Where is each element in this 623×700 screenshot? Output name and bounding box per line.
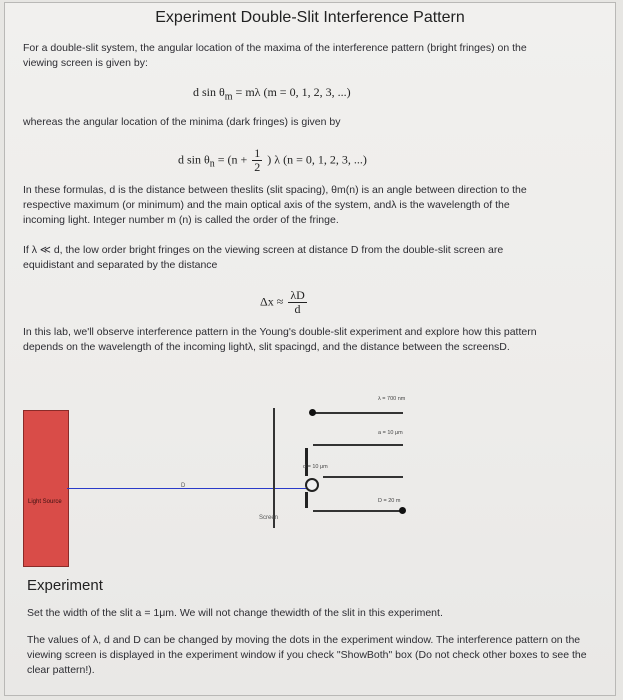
- viewing-screen: [273, 408, 275, 528]
- light-beam: [67, 488, 307, 489]
- eq-minima-condition: (n = 0, 1, 2, 3, ...): [283, 152, 367, 167]
- experiment-paragraph-2: The values of λ, d and D can be changed by moving the dots in the experiment window. The interference pattern on the viewing screen is displayed in the experiment window if you check "ShowBoth" box (Do not check other boxes to see the clear pattern!).: [27, 634, 587, 676]
- slit-width-label: a = 10 μm: [378, 430, 403, 436]
- document-page: [4, 2, 616, 696]
- minima-paragraph: whereas the angular location of the minima (dark fringes) is given by: [23, 116, 341, 128]
- formula-paragraph: In these formulas, d is the distance between theslits (slit spacing), θm(n) is an angle between direction to the respective maximum (or minimum) and the main optical axis of the system, andλ is the wavelength of the incoming light. Integer number m (n) is called the order of the fringe.: [23, 184, 527, 226]
- wavelength-label: λ = 700 nm: [378, 396, 406, 402]
- screen-distance-slider-dot[interactable]: [399, 507, 406, 514]
- experiment-paragraph-1: Set the width of the slit a = 1μm. We will not change thewidth of the slit in this experiment.: [27, 607, 443, 619]
- eq-maxima-sub: m: [224, 91, 233, 103]
- screen-label: Screen: [259, 515, 279, 521]
- lab-paragraph: In this lab, we'll observe interference pattern in the Young's double-slit experiment and explore how this pattern depends on the wavelength of the incoming lightλ, slit spacingd, and the distance between the screensD.: [23, 326, 537, 353]
- eq-maxima-lhs: d sin θ: [193, 85, 225, 99]
- eq-spacing-frac: [288, 289, 306, 316]
- screen-distance-slider-track: [313, 510, 403, 512]
- experiment-heading: Experiment: [27, 577, 103, 594]
- spacing-num: λD: [290, 288, 305, 302]
- eq-spacing-lhs: Δx ≈: [260, 294, 284, 309]
- light-source-label: Light Source: [28, 499, 62, 505]
- slit-wall-upper: [305, 448, 308, 476]
- wavelength-slider-track: [313, 412, 403, 414]
- distance-marker-label: D: [181, 483, 186, 489]
- experiment-figure: [23, 388, 613, 548]
- intro-paragraph: For a double-slit system, the angular location of the maxima of the interference pattern (bright fringes) on the viewing screen is given by:: [23, 42, 527, 69]
- condition-paragraph: If λ ≪ d, the low order bright fringes on the viewing screen at distance D from the double-slit screen are equidistant and separated by the distance: [23, 244, 504, 271]
- equation-minima: [178, 147, 367, 174]
- eq-minima-sub: n: [209, 158, 215, 170]
- slit-spacing-handle[interactable]: [305, 478, 319, 492]
- half-num: 1: [254, 146, 261, 160]
- slit-spacing-track: [323, 476, 403, 478]
- equation-spacing: [260, 289, 309, 316]
- wavelength-slider-dot[interactable]: [309, 409, 316, 416]
- spacing-den: d: [294, 302, 301, 316]
- slit-width-slider-track: [313, 444, 403, 446]
- half-den: 2: [254, 160, 261, 174]
- eq-minima-rhs-pre: = (n +: [217, 152, 248, 167]
- eq-minima-half: [252, 147, 262, 174]
- eq-minima-lhs: d sin θ: [178, 152, 210, 167]
- slit-wall-lower: [305, 492, 308, 508]
- light-source: [23, 410, 69, 567]
- eq-maxima-rhs: = mλ: [235, 85, 261, 99]
- slit-spacing-label: d = 10 μm: [303, 464, 328, 470]
- eq-minima-rhs-post: ) λ: [267, 152, 281, 167]
- page-title: Experiment Double-Slit Interference Pattern: [155, 9, 465, 26]
- eq-maxima-condition: (m = 0, 1, 2, 3, ...): [263, 85, 351, 99]
- equation-maxima: [193, 85, 351, 102]
- screen-distance-label: D = 20 m: [378, 498, 401, 504]
